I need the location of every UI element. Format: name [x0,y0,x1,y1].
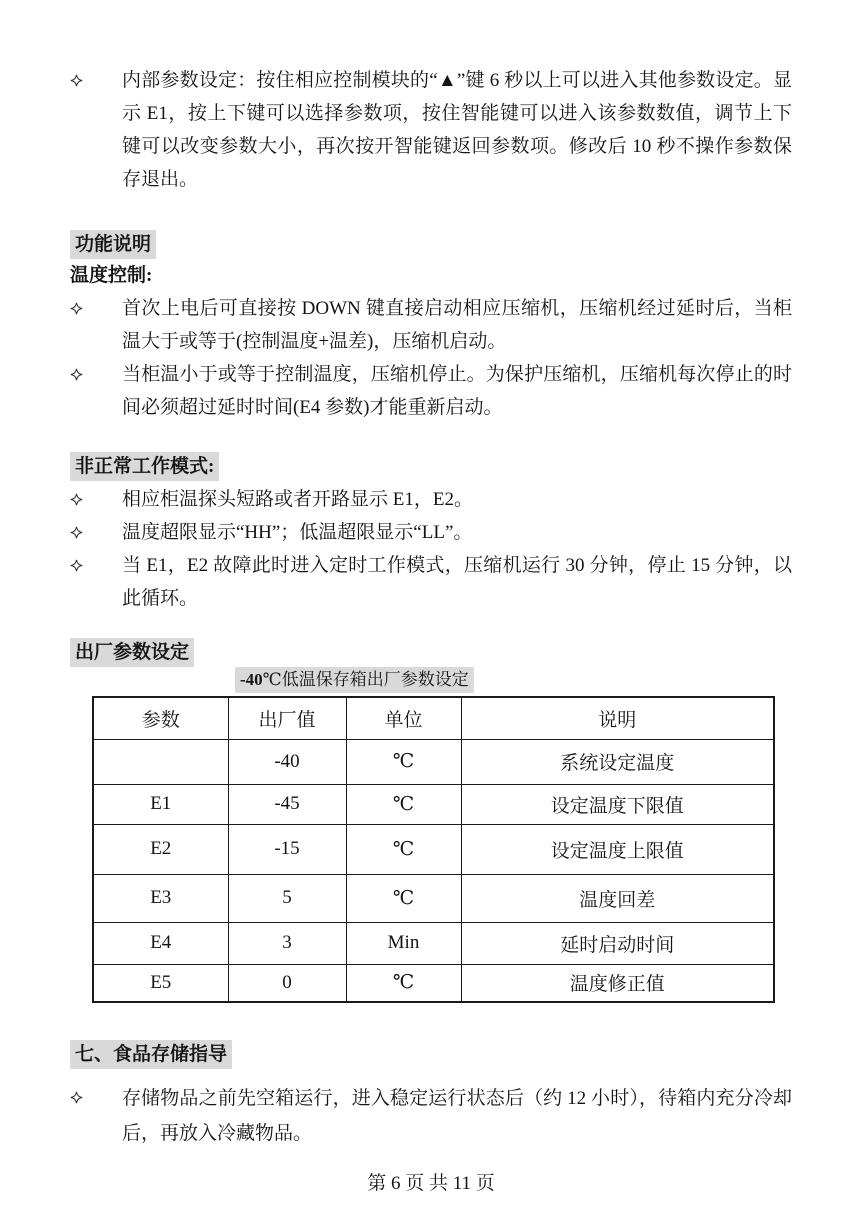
param-cell: E4 [93,922,228,964]
table-header-row [93,697,774,739]
table-row [93,784,774,824]
header-cell-unit: 单位 [346,697,461,739]
value-cell: 5 [228,874,346,922]
table-title-temperature: -40 [240,670,263,689]
header-cell-param: 参数 [93,697,228,739]
unit-cell: ℃ [346,824,461,874]
four-pointed-star-icon [70,1081,122,1104]
four-pointed-star-icon [70,292,122,315]
unit-cell: ℃ [346,739,461,784]
desc-cell: 温度修正值 [461,964,774,1002]
header-cell-factory-value: 出厂值 [228,697,346,739]
table-row [93,824,774,874]
list-item-text: 内部参数设定：按住相应控制模块的“▲”键 6 秒以上可以进入其他参数设定。显示 E1，按上下键可以选择参数项，按住智能键可以进入该参数数值，调节上下键可以改变参数大小，再次按开智能键返回参数项。修改后 10 秒不操作参数保存退出。 [122,70,792,190]
factory-parameters-table [92,696,775,1003]
section-heading-row [70,1040,792,1069]
section-heading-factory-params: 出厂参数设定 [70,638,194,667]
desc-cell: 延时启动时间 [461,922,774,964]
four-pointed-star-icon [70,64,122,87]
section-heading-row [70,230,792,259]
desc-cell: 设定温度上限值 [461,824,774,874]
list-item-text: 温度超限显示“HH”；低温超限显示“LL”。 [122,522,473,543]
list-item [70,516,792,549]
table-title [235,667,474,693]
header-cell-description: 说明 [461,697,774,739]
value-cell: -15 [228,824,346,874]
param-cell [93,739,228,784]
desc-cell: 设定温度下限值 [461,784,774,824]
four-pointed-star-icon [70,358,122,381]
table-title-row [70,667,792,693]
four-pointed-star-icon [70,516,122,539]
unit-cell: ℃ [346,874,461,922]
unit-cell: Min [346,922,461,964]
unit-cell: ℃ [346,784,461,824]
table-row [93,964,774,1002]
four-pointed-star-icon [70,483,122,506]
section-heading-abnormal-mode: 非正常工作模式: [70,452,219,481]
value-cell: 3 [228,922,346,964]
section-heading-row [70,452,792,481]
list-item [70,358,792,424]
list-item-text: 存储物品之前先空箱运行，进入稳定运行状态后（约 12 小时），待箱内充分冷却后，再放入冷藏物品。 [122,1088,792,1144]
desc-cell: 温度回差 [461,874,774,922]
list-item [70,483,792,516]
list-item-text: 当柜温小于或等于控制温度，压缩机停止。为保护压缩机，压缩机每次停止的时间必须超过延时时间(E4 参数)才能重新启动。 [122,364,792,418]
param-cell: E1 [93,784,228,824]
param-cell: E3 [93,874,228,922]
table-row [93,739,774,784]
value-cell: 0 [228,964,346,1002]
section-heading-function: 功能说明 [70,230,156,259]
list-item [70,64,792,196]
value-cell: -40 [228,739,346,784]
unit-cell: ℃ [346,964,461,1002]
desc-cell: 系统设定温度 [461,739,774,784]
four-pointed-star-icon [70,549,122,572]
section-heading-food-storage: 七、食品存储指导 [70,1040,232,1069]
list-item [70,1081,792,1151]
subheading-temperature-control: 温度控制: [70,265,153,286]
list-item-text: 相应柜温探头短路或者开路显示 E1，E2。 [122,489,473,510]
param-cell: E2 [93,824,228,874]
section-heading-row [70,638,792,667]
list-item-text: 首次上电后可直接按 DOWN 键直接启动相应压缩机，压缩机经过延时后，当柜温大于或等于(控制温度+温差)，压缩机启动。 [122,298,792,352]
table-title-text: ℃低温保存箱出厂参数设定 [262,670,469,689]
list-item-text: 当 E1，E2 故障此时进入定时工作模式，压缩机运行 30 分钟，停止 15 分钟，以此循环。 [122,555,792,609]
table-row [93,922,774,964]
list-item [70,292,792,358]
page-footer: 第 6 页 共 11 页 [367,1173,495,1194]
param-cell: E5 [93,964,228,1002]
list-item [70,549,792,615]
table-row [93,874,774,922]
value-cell: -45 [228,784,346,824]
